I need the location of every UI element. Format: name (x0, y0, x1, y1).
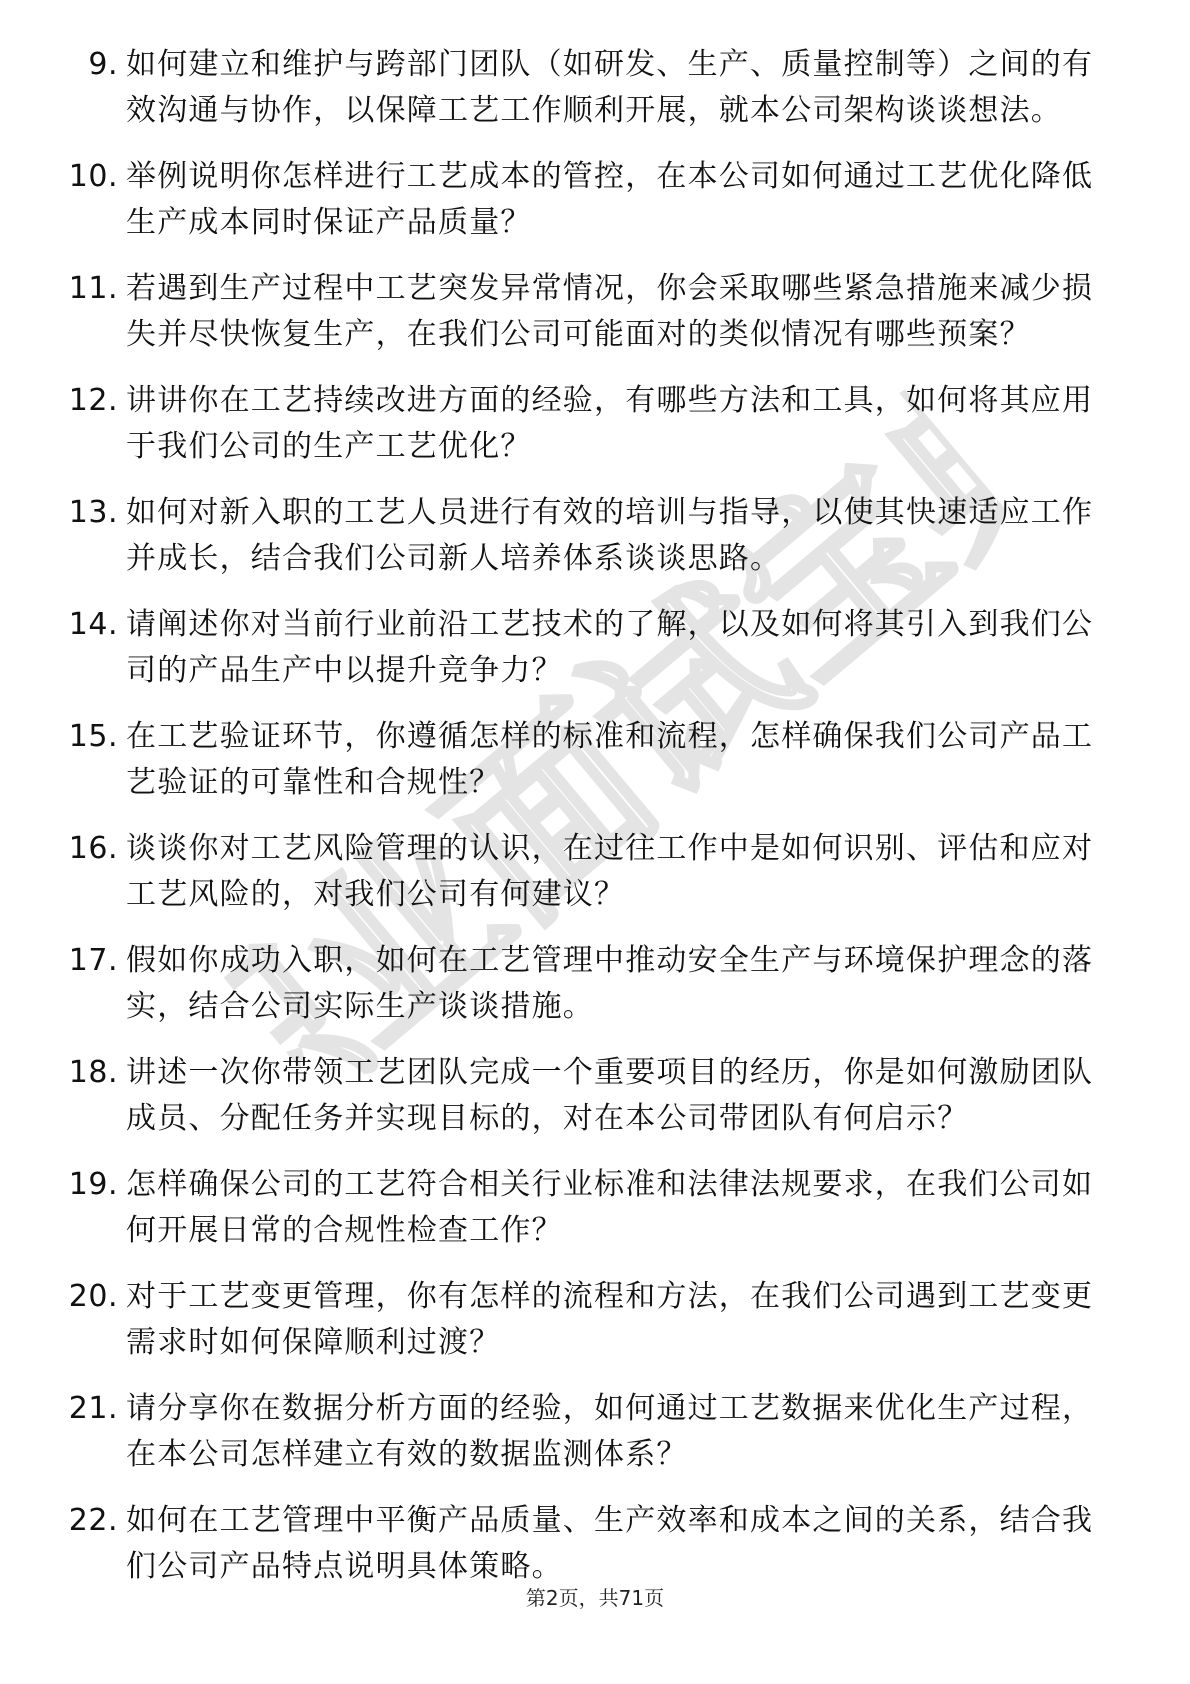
question-number: 20. (68, 1279, 118, 1314)
question-number: 22. (68, 1503, 118, 1538)
question-text: 举例说明你怎样进行工艺成本的管控，在本公司如何通过工艺优化降低生产成本同时保证产品质量？ (126, 159, 1094, 240)
question-text: 对于工艺变更管理，你有怎样的流程和方法，在我们公司遇到工艺变更需求时如何保障顺利过渡？ (126, 1279, 1094, 1360)
question-item (0, 154, 1190, 246)
question-text: 如何在工艺管理中平衡产品质量、生产效率和成本之间的关系，结合我们公司产品特点说明具体策略。 (126, 1503, 1094, 1584)
question-item (0, 1050, 1190, 1142)
question-text: 如何对新入职的工艺人员进行有效的培训与指导，以使其快速适应工作并成长，结合我们公司新人培养体系谈谈思路。 (126, 495, 1094, 576)
question-text: 谈谈你对工艺风险管理的认识，在过往工作中是如何识别、评估和应对工艺风险的，对我们公司有何建议？ (126, 831, 1094, 912)
question-text: 假如你成功入职，如何在工艺管理中推动安全生产与环境保护理念的落实，结合公司实际生产谈谈措施。 (126, 943, 1094, 1024)
question-item (0, 378, 1190, 470)
question-number: 12. (68, 383, 118, 418)
question-text: 怎样确保公司的工艺符合相关行业标准和法律法规要求，在我们公司如何开展日常的合规性检查工作？ (126, 1167, 1094, 1248)
question-number: 11. (68, 271, 118, 306)
page-number: 第2页，共71页 (525, 1586, 665, 1610)
question-text: 请分享你在数据分析方面的经验，如何通过工艺数据来优化生产过程，在本公司怎样建立有效的数据监测体系？ (126, 1391, 1094, 1472)
question-number: 17. (68, 943, 118, 978)
question-number: 9. (88, 47, 118, 82)
question-text: 如何建立和维护与跨部门团队（如研发、生产、质量控制等）之间的有效沟通与协作，以保障工艺工作顺利开展，就本公司架构谈谈想法。 (126, 47, 1094, 128)
watermark-text: 职业面试宝典 (172, 338, 1068, 1162)
question-item (0, 1274, 1190, 1366)
question-item (0, 266, 1190, 358)
question-item (0, 42, 1190, 134)
question-item (0, 1498, 1190, 1590)
question-item (0, 714, 1190, 806)
question-item (0, 490, 1190, 582)
question-item (0, 1162, 1190, 1254)
question-number: 10. (68, 159, 118, 194)
page-footer (0, 1582, 1190, 1611)
question-number: 14. (68, 607, 118, 642)
question-text: 若遇到生产过程中工艺突发异常情况，你会采取哪些紧急措施来减少损失并尽快恢复生产，在我们公司可能面对的类似情况有哪些预案？ (126, 271, 1094, 352)
question-number: 16. (68, 831, 118, 866)
question-number: 15. (68, 719, 118, 754)
question-number: 13. (68, 495, 118, 530)
question-text: 在工艺验证环节，你遵循怎样的标准和流程，怎样确保我们公司产品工艺验证的可靠性和合规性？ (126, 719, 1094, 800)
question-list (0, 42, 1190, 1610)
question-number: 19. (68, 1167, 118, 1202)
question-item (0, 938, 1190, 1030)
question-item (0, 826, 1190, 918)
question-item (0, 602, 1190, 694)
question-text: 讲讲你在工艺持续改进方面的经验，有哪些方法和工具，如何将其应用于我们公司的生产工艺优化？ (126, 383, 1094, 464)
question-item (0, 1386, 1190, 1478)
question-number: 21. (68, 1391, 118, 1426)
question-number: 18. (68, 1055, 118, 1090)
question-text: 讲述一次你带领工艺团队完成一个重要项目的经历，你是如何激励团队成员、分配任务并实现目标的，对在本公司带团队有何启示？ (126, 1055, 1094, 1136)
question-text: 请阐述你对当前行业前沿工艺技术的了解，以及如何将其引入到我们公司的产品生产中以提升竞争力？ (126, 607, 1094, 688)
